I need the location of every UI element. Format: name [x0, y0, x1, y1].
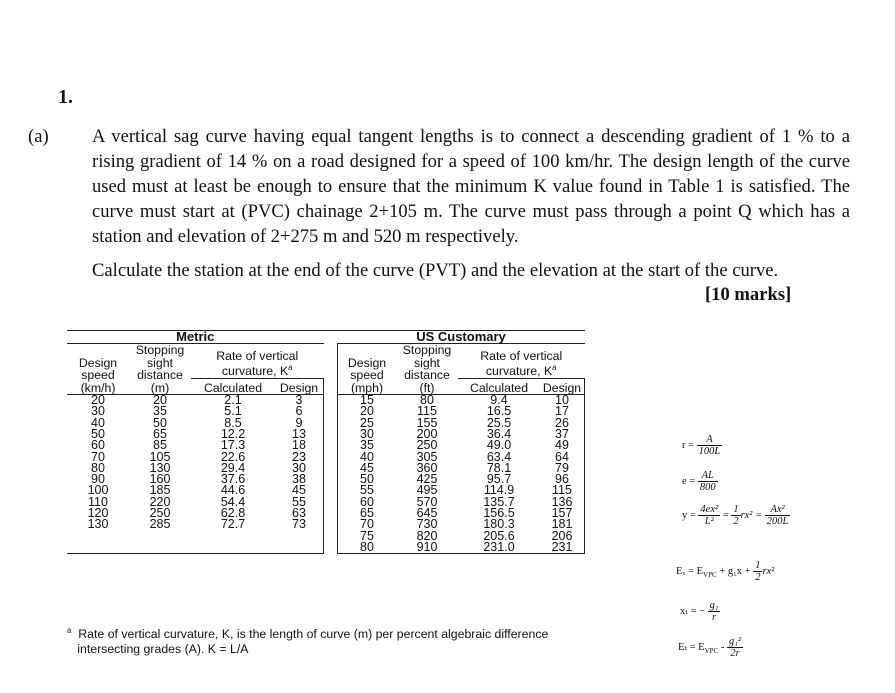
k-value-table: [67, 330, 585, 554]
formula-xt: xₜ = − $\frac{\text{g₁}}{r}$: [680, 600, 719, 623]
table-cell: 70: [360, 517, 374, 532]
table-cell: 231.0: [483, 539, 515, 554]
col-metric-speed: [67, 395, 129, 554]
table-cell: 156.5: [483, 506, 515, 520]
col-us-kdesign: [540, 395, 585, 554]
table-cell: 730: [416, 517, 438, 532]
table-cell: 205.6: [483, 528, 515, 543]
table-cell: 231: [551, 539, 573, 554]
table-cell: 910: [416, 539, 438, 554]
table-cell: 220: [149, 494, 171, 509]
table-cell: 495: [416, 483, 438, 498]
table-cell: 90: [91, 472, 105, 487]
table-footnote: $^a$ Rate of vertical curvature, K, is the length of curve (m) per percent algebraic difference intersecting grades (A). K = L/A: [67, 626, 549, 657]
table-cell: 60: [91, 438, 105, 453]
header-design-speed-us: Design speed (mph): [338, 344, 397, 395]
table-cell: 60: [360, 494, 374, 509]
table-cell: 30: [91, 404, 105, 419]
table-cell: 20: [153, 393, 167, 408]
table-cell: 160: [149, 472, 171, 487]
col-us-ssd: [396, 395, 458, 554]
table-cell: 65: [360, 506, 374, 520]
header-stopping-us: Stopping sight distance (ft): [396, 344, 458, 395]
table-cell: 8.5: [224, 415, 242, 430]
table-cell: 26: [555, 415, 569, 430]
table-cell: 96: [555, 472, 569, 487]
table-cell: 20: [360, 404, 374, 419]
table-cell: 29.4: [220, 460, 246, 475]
table-cell: 45: [292, 483, 306, 498]
table-cell: 64: [555, 449, 569, 464]
table-cell: 17: [555, 404, 569, 419]
table-cell: 55: [292, 494, 306, 509]
header-design-us: Design: [540, 378, 585, 394]
table-cell: 180.3: [483, 517, 515, 532]
table-cell: 78.1: [486, 460, 512, 475]
col-metric-ssd: [129, 395, 191, 554]
table-cell: 250: [416, 438, 438, 453]
table-cell: 79: [555, 460, 569, 475]
question-paragraph: [28, 124, 851, 249]
table-cell: 120: [87, 506, 109, 520]
header-stopping-metric: Stopping sight distance (m): [129, 344, 191, 395]
table-cell: 5.1: [224, 404, 242, 419]
table-cell: 157: [551, 506, 573, 520]
metric-title: Metric: [67, 331, 324, 344]
table-cell: 17.3: [220, 438, 246, 453]
table-cell: 80: [360, 539, 374, 554]
table-cell: 105: [149, 449, 171, 464]
table-cell: 115: [417, 404, 437, 419]
col-metric-kdesign: [275, 395, 324, 554]
table-cell: 35: [153, 404, 167, 419]
formula-r: r = $\frac{A}{100L}$: [682, 434, 721, 457]
part-label: (a): [28, 126, 49, 147]
paragraph-line: to a rising gradient of 14 % on a road designed for a speed of 100 km/hr. The design length of: [92, 126, 850, 172]
table-cell: 49: [555, 438, 569, 453]
table-cell: 37: [555, 426, 569, 441]
table-cell: 100: [87, 483, 109, 498]
table-cell: 65: [153, 426, 167, 441]
table-cell: 15: [360, 393, 374, 408]
formula-y: y = $\frac{\text{4ex²}}{\text{L²}}$ = $\frac{1}{2}$ rx² = $\frac{\text{Ax²}}{200L}$: [682, 504, 789, 527]
table-cell: 37.6: [220, 472, 246, 487]
table-cell: 16.5: [486, 404, 512, 419]
table-cell: 49.0: [486, 438, 512, 453]
table-cell: 23: [292, 449, 306, 464]
table-cell: 200: [416, 426, 438, 441]
table-cell: 85: [153, 438, 167, 453]
table-cell: 9.4: [490, 393, 508, 408]
col-metric-kcalc: [191, 395, 275, 554]
table-cell: 570: [416, 494, 438, 509]
table-cell: 72.7: [220, 517, 246, 532]
table-cell: 50: [91, 426, 105, 441]
table-cell: 114.9: [483, 483, 515, 498]
table-cell: 2.1: [224, 393, 242, 408]
paragraph-line: the curve used must at least be enough to ensure that the minimum K value found in Table 1: [92, 151, 851, 197]
table-cell: 115: [552, 483, 572, 498]
question-number: 1.: [58, 86, 73, 108]
paragraph-line: point Q which has a station and elevation of 2+275 m and 520 m respectively.: [92, 201, 850, 247]
table-cell: 40: [91, 415, 105, 430]
header-design-metric: Design: [275, 378, 324, 394]
table-cell: 305: [416, 449, 438, 464]
table-cell: 360: [416, 460, 438, 475]
header-calculated-metric: Calculated: [191, 378, 275, 394]
table-cell: 25: [360, 415, 374, 430]
table-cell: 30: [292, 460, 306, 475]
table-cell: 181: [551, 517, 573, 532]
formula-et: $E_t = E_{VPC}$ - $\frac{\text{g₁²}}{2r}$: [678, 636, 742, 659]
table-cell: 63: [292, 506, 306, 520]
table-cell: 185: [149, 483, 171, 498]
table-cell: 20: [91, 393, 105, 408]
table-cell: 136: [551, 494, 573, 509]
table-cell: 820: [416, 528, 438, 543]
table-cell: 425: [416, 472, 438, 487]
table-cell: 36.4: [486, 426, 512, 441]
table-cell: 9: [295, 415, 303, 430]
table-cell: 285: [149, 517, 171, 532]
us-title: US Customary: [338, 331, 585, 344]
table-cell: 3: [295, 393, 303, 408]
table-cell: 155: [416, 415, 438, 430]
header-calculated-us: Calculated: [458, 378, 540, 394]
paragraph-line: is satisfied. The curve must start at (PVC) chainage 2+105 m. The curve must pass through a: [92, 176, 850, 222]
table-cell: 73: [292, 517, 306, 532]
table-cell: 206: [551, 528, 573, 543]
table-cell: 75: [360, 528, 374, 543]
table-cell: 13: [292, 426, 306, 441]
table-cell: 80: [420, 393, 434, 408]
table-cell: 63.4: [486, 449, 512, 464]
table-cell: 10: [555, 393, 569, 408]
table-cell: 80: [91, 460, 105, 475]
table-cell: 35: [360, 438, 374, 453]
table-cell: 45: [360, 460, 374, 475]
table-cell: 18: [292, 438, 306, 453]
table-cell: 25.5: [486, 415, 512, 430]
formula-ex: $E_x = E_{VPC} + g_1x$ + $\frac{1}{2}$ rx²: [676, 560, 775, 583]
table-cell: 50: [153, 415, 167, 430]
table-cell: 130: [149, 460, 171, 475]
table-cell: 250: [149, 506, 171, 520]
table-cell: 55: [360, 483, 374, 498]
calculate-instruction: Calculate the station at the end of the curve (PVT) and the elevation at the start of the curve.: [92, 260, 779, 281]
table-cell: 12.2: [220, 426, 246, 441]
table-cell: 44.6: [220, 483, 246, 498]
table-cell: 40: [360, 449, 374, 464]
table-cell: 95.7: [486, 472, 512, 487]
table-cell: 30: [360, 426, 374, 441]
col-us-speed: [338, 395, 397, 554]
header-rate-us: Rate of vertical curvature, $K^a$: [458, 344, 585, 379]
table-cell: 38: [292, 472, 306, 487]
table-cell: 70: [91, 449, 105, 464]
table-cell: 110: [88, 494, 108, 509]
table-cell: 645: [416, 506, 438, 520]
header-design-speed-metric: Design speed (km/h): [67, 344, 129, 395]
header-rate-metric: Rate of vertical curvature, $K^a$: [191, 344, 324, 379]
table-cell: 6: [295, 404, 303, 419]
table-cell: 54.4: [220, 494, 246, 509]
paragraph-line: A vertical sag curve having equal tangent lengths is to connect a descending gradient of 1 %: [92, 126, 814, 147]
table-cell: 130: [87, 517, 109, 532]
marks-label: [10 marks]: [705, 284, 792, 305]
table-cell: 62.8: [220, 506, 246, 520]
table-cell: 22.6: [220, 449, 246, 464]
formula-e: e = $\frac{AL}{800}$: [682, 470, 716, 493]
table-cell: 50: [360, 472, 374, 487]
col-us-kcalc: [458, 395, 540, 554]
table-cell: 135.7: [483, 494, 515, 509]
paragraph-text: [28, 124, 851, 249]
